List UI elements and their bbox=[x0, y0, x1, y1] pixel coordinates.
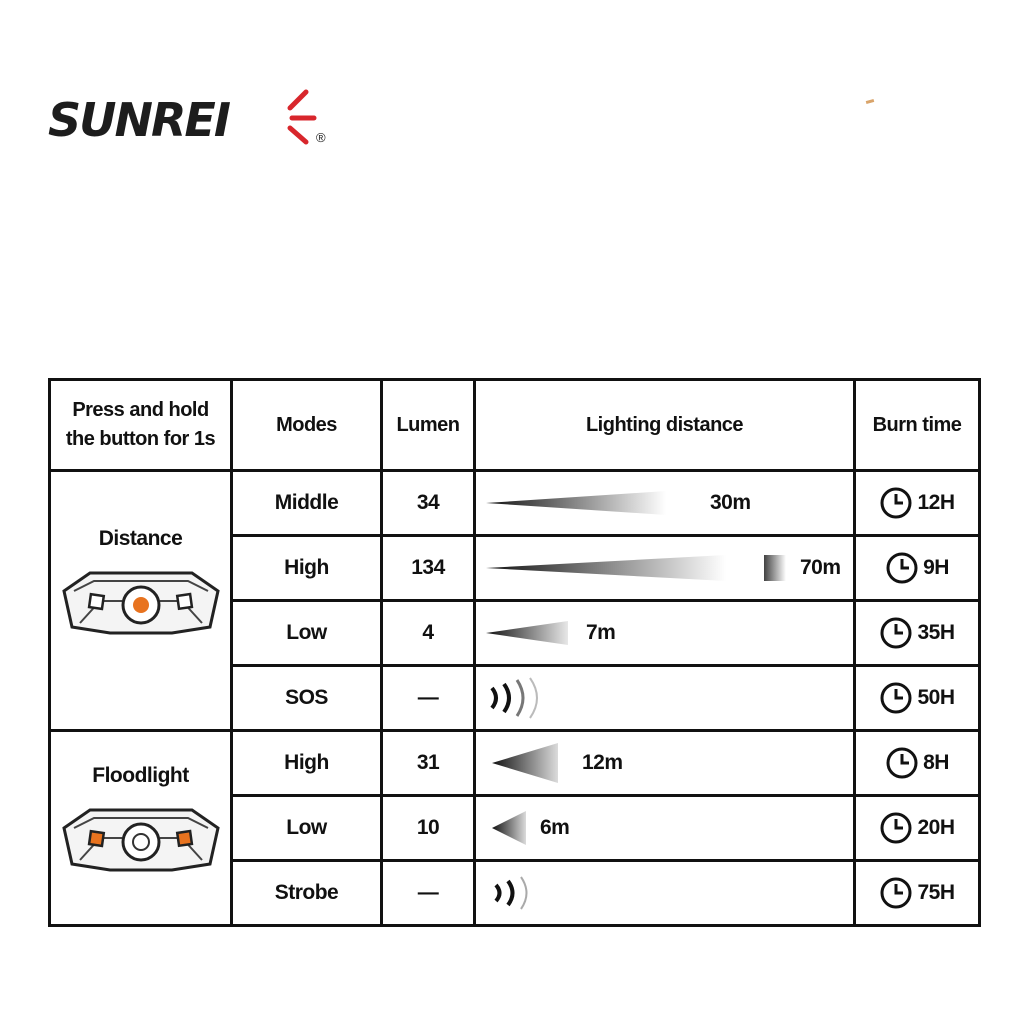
burn-value: 8H bbox=[923, 751, 949, 774]
distance-label: 7m bbox=[586, 621, 616, 644]
distance-cell bbox=[475, 731, 855, 796]
clock-icon bbox=[879, 486, 913, 520]
burn-cell bbox=[855, 601, 980, 666]
distance-cell bbox=[475, 666, 855, 731]
decorative-speck bbox=[866, 99, 875, 104]
spec-table bbox=[48, 378, 978, 922]
group-label: Distance bbox=[98, 526, 183, 550]
group-label: Floodlight bbox=[92, 764, 189, 787]
burn-value: 20H bbox=[917, 816, 955, 839]
burn-cell bbox=[855, 536, 980, 601]
group-floodlight bbox=[50, 731, 232, 926]
distance-cell bbox=[475, 471, 855, 536]
table-row bbox=[50, 731, 980, 796]
table-row bbox=[50, 471, 980, 536]
burn-cell bbox=[855, 796, 980, 861]
burn-value: 50H bbox=[917, 686, 955, 709]
beam-longest-icon bbox=[486, 553, 786, 583]
mode-cell: Strobe bbox=[232, 861, 382, 926]
header-press bbox=[50, 380, 232, 471]
clock-icon bbox=[879, 616, 913, 650]
mode-cell: Middle bbox=[232, 471, 382, 536]
beam-long-icon bbox=[486, 489, 666, 517]
headlamp-flood-icon bbox=[60, 798, 222, 872]
headlamp-spot-icon bbox=[60, 561, 222, 635]
burn-cell bbox=[855, 471, 980, 536]
distance-label: 6m bbox=[540, 816, 570, 839]
header-row bbox=[50, 380, 980, 471]
brand-logo bbox=[48, 86, 326, 156]
mode-cell: High bbox=[232, 536, 382, 601]
lumen-cell: — bbox=[382, 861, 475, 926]
beam-wide-short-icon bbox=[492, 811, 526, 845]
clock-icon bbox=[879, 811, 913, 845]
beam-wide-icon bbox=[492, 743, 558, 783]
burn-cell bbox=[855, 861, 980, 926]
lumen-cell: 10 bbox=[382, 796, 475, 861]
distance-cell bbox=[475, 796, 855, 861]
clock-icon bbox=[885, 551, 919, 585]
distance-label: 12m bbox=[582, 751, 623, 774]
lumen-cell: 134 bbox=[382, 536, 475, 601]
mode-cell: Low bbox=[232, 796, 382, 861]
registered-mark: ® bbox=[316, 130, 326, 145]
clock-icon bbox=[879, 681, 913, 715]
distance-label: 30m bbox=[710, 491, 751, 514]
header-modes: Modes bbox=[232, 380, 382, 471]
mode-cell: Low bbox=[232, 601, 382, 666]
lumen-cell: 31 bbox=[382, 731, 475, 796]
pulse-waves-icon bbox=[484, 676, 544, 720]
header-press-line1: Press and hold bbox=[72, 399, 209, 421]
mode-cell: SOS bbox=[232, 666, 382, 731]
clock-icon bbox=[885, 746, 919, 780]
lumen-cell: 34 bbox=[382, 471, 475, 536]
header-distance: Lighting distance bbox=[475, 380, 855, 471]
header-burn: Burn time bbox=[855, 380, 980, 471]
burn-cell bbox=[855, 731, 980, 796]
group-distance bbox=[50, 471, 232, 731]
distance-label: 70m bbox=[800, 556, 841, 579]
clock-icon bbox=[879, 876, 913, 910]
header-lumen: Lumen bbox=[382, 380, 475, 471]
lumen-cell: — bbox=[382, 666, 475, 731]
brand-name: SUNREI bbox=[48, 93, 229, 147]
lumen-cell: 4 bbox=[382, 601, 475, 666]
distance-cell bbox=[475, 536, 855, 601]
burn-value: 35H bbox=[917, 621, 955, 644]
burn-value: 12H bbox=[917, 491, 955, 514]
beam-short-icon bbox=[486, 620, 568, 646]
burn-value: 9H bbox=[923, 556, 949, 579]
distance-cell bbox=[475, 861, 855, 926]
burn-value: 75H bbox=[917, 881, 955, 904]
pulse-waves-icon bbox=[490, 873, 536, 913]
mode-cell: High bbox=[232, 731, 382, 796]
burn-cell bbox=[855, 666, 980, 731]
distance-cell bbox=[475, 601, 855, 666]
header-press-line2: the button for 1s bbox=[65, 428, 216, 450]
